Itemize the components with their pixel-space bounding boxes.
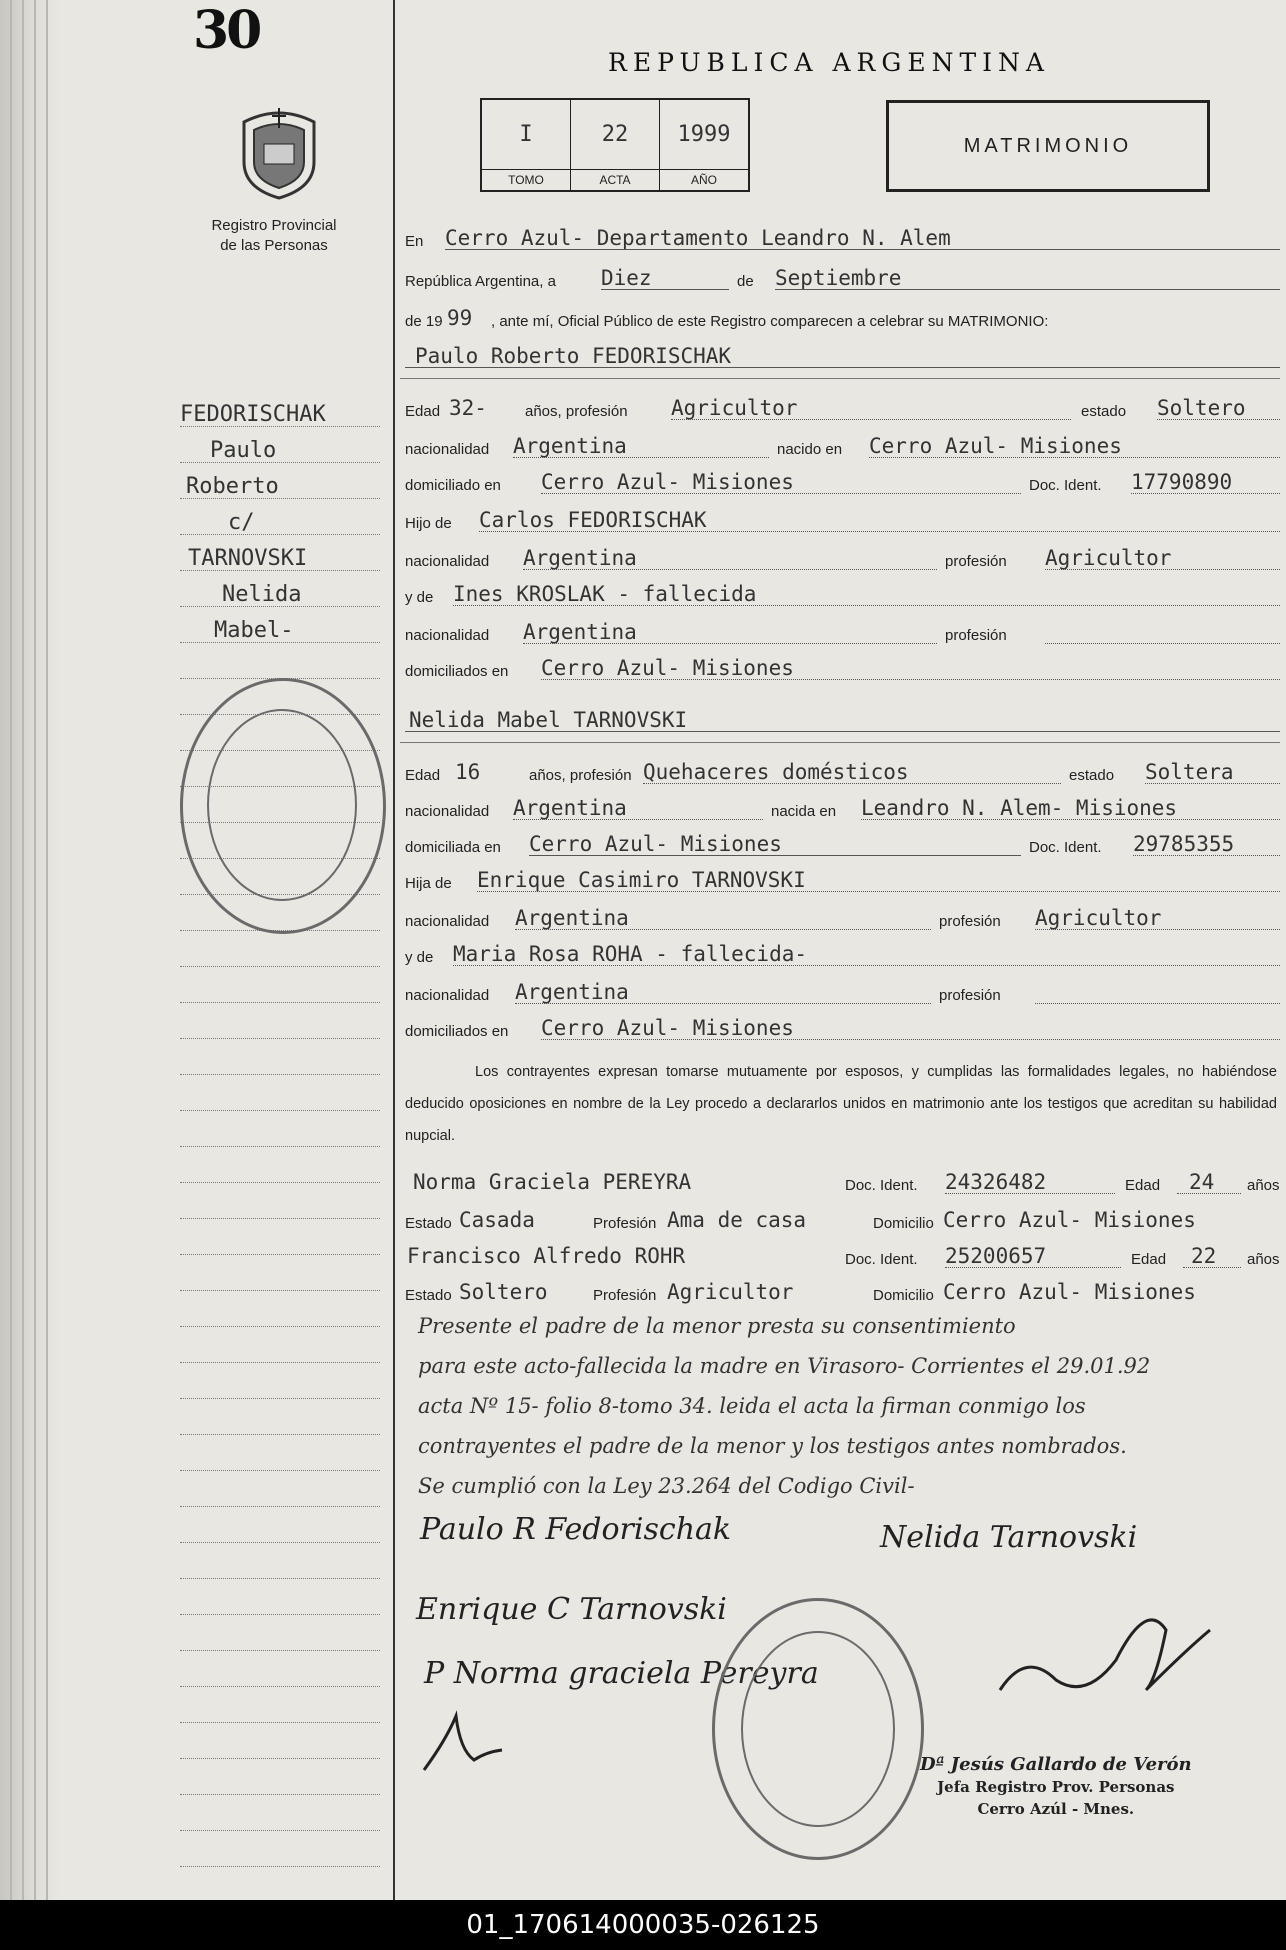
- groom-father-nationality: Argentina: [523, 546, 637, 570]
- margin-rule: [180, 1578, 380, 1579]
- witness2-name: Francisco Alfredo ROHR: [407, 1244, 686, 1268]
- signature-witness1: P Norma graciela Pereyra: [424, 1656, 819, 1691]
- groom-parents-domicile-row: domiciliados en Cerro Azul- Misiones: [405, 652, 1280, 684]
- intro-date-row: República Argentina, a Diez de Septiembre: [405, 262, 1280, 294]
- bride-name: Nelida Mabel TARNOVSKI: [409, 708, 688, 732]
- registry-seal-stamp: [180, 678, 386, 934]
- witness1-profession: Ama de casa: [667, 1208, 807, 1232]
- groom-domicile-row: domiciliado en Cerro Azul- Misiones Doc. Ident. 17790890: [405, 466, 1280, 498]
- groom-mother-nationality: Argentina: [523, 620, 637, 644]
- country-heading: REPUBLICA ARGENTINA: [608, 48, 1050, 77]
- handwritten-notes: [418, 1306, 1278, 1506]
- witness1-name: Norma Graciela PEREYRA: [413, 1170, 692, 1194]
- bride-age-row: Edad 16 años, profesión Quehaceres domésticos estado Soltera: [405, 756, 1280, 788]
- margin-rule: [180, 498, 380, 499]
- groom-nationality-row: nacionalidad Argentina nacido en Cerro Azul- Misiones: [405, 430, 1280, 462]
- margin-rule: [180, 1650, 380, 1651]
- margin-rule: [180, 1182, 380, 1183]
- groom-mother: Ines KROSLAK - fallecida: [453, 582, 757, 606]
- intro-place-row: En Cerro Azul- Departamento Leandro N. Alem: [405, 222, 1280, 254]
- witness1-domicile: Cerro Azul- Misiones: [943, 1208, 1196, 1232]
- bride-mother: Maria Rosa ROHA - fallecida-: [453, 942, 808, 966]
- margin-rule: [180, 1470, 380, 1471]
- signature-witness2-mark: [416, 1710, 506, 1780]
- margin-rule: [180, 1362, 380, 1363]
- witness2-profession: Agricultor: [667, 1280, 794, 1304]
- groom-father-nat-row: nacionalidad Argentina profesión Agricultor: [405, 542, 1280, 574]
- margin-rule: [180, 1542, 380, 1543]
- margin-name: Roberto: [186, 474, 279, 499]
- bride-profession: Quehaceres domésticos: [643, 760, 909, 784]
- groom-birthplace: Cerro Azul- Misiones: [869, 434, 1122, 458]
- bride-age: 16: [455, 760, 481, 784]
- signature-bride: Nelida Tarnovski: [880, 1520, 1138, 1555]
- bride-doc: 29785355: [1133, 832, 1235, 856]
- groom-father-profession: Agricultor: [1045, 546, 1172, 570]
- margin-rule: [180, 1614, 380, 1615]
- book-page-edges: [0, 0, 60, 1900]
- intro-year-row: de 19 99 , ante mí, Oficial Público de este Registro comparecen a celebrar su MATRIMONIO:: [405, 306, 1049, 330]
- note-line: para este acto-fallecida la madre en Virasoro- Corrientes el 29.01.92: [418, 1354, 1151, 1378]
- groom-age: 32-: [449, 396, 487, 420]
- bride-mother-nationality: Argentina: [515, 980, 629, 1004]
- margin-rule: [180, 1074, 380, 1075]
- bride-parents-domicile-row: domiciliados en Cerro Azul- Misiones: [405, 1012, 1280, 1044]
- witness1-row: Norma Graciela PEREYRA Doc. Ident. 24326482 Edad 24 años: [413, 1170, 1280, 1194]
- tomo-value: I: [482, 100, 571, 169]
- groom-estado: Soltero: [1157, 396, 1246, 420]
- witness1-age: 24: [1189, 1170, 1215, 1194]
- bride-father-profession: Agricultor: [1035, 906, 1162, 930]
- margin-name: Mabel-: [214, 618, 294, 643]
- registry-name-line2: de las Personas: [220, 237, 328, 254]
- margin-rule: [180, 1002, 380, 1003]
- place-value: Cerro Azul- Departamento Leandro N. Alem: [445, 226, 951, 250]
- witness2-doc: 25200657: [945, 1244, 1047, 1268]
- margin-name: TARNOVSKI: [188, 546, 308, 571]
- witness2-domicile: Cerro Azul- Misiones: [943, 1280, 1196, 1304]
- groom-name: Paulo Roberto FEDORISCHAK: [415, 344, 732, 368]
- section-separator: [400, 378, 1280, 379]
- tomo-label: TOMO: [482, 170, 571, 190]
- margin-rule: [180, 570, 380, 571]
- ano-value: 1999: [677, 122, 731, 147]
- groom-parents-domicile: Cerro Azul- Misiones: [541, 656, 794, 680]
- margin-rule: [180, 462, 380, 463]
- bride-domicile: Cerro Azul- Misiones: [529, 832, 782, 856]
- note-line: acta Nº 15- folio 8-tomo 34. leida el acta la firman conmigo los: [418, 1394, 1086, 1418]
- declaration-text: Los contrayentes expresan tomarse mutuamente por esposos, y cumplidas las formalidades legales, no habiéndose deducido oposiciones en nombre de la Ley procedo a declararlos unidos en matrimonio ante los testigos que acreditan su habilidad nupcial.: [405, 1064, 1277, 1144]
- margin-rule: [180, 1686, 380, 1687]
- bride-birthplace: Leandro N. Alem- Misiones: [861, 796, 1178, 820]
- margin-rule: [180, 1794, 380, 1795]
- groom-doc: 17790890: [1131, 470, 1233, 494]
- margin-rule: [180, 1110, 380, 1111]
- margin-rule: [180, 1434, 380, 1435]
- groom-domicile: Cerro Azul- Misiones: [541, 470, 794, 494]
- province-crest-icon: [236, 100, 322, 200]
- note-line: contrayentes el padre de la menor y los testigos antes nombrados.: [418, 1434, 1127, 1458]
- ano-label: AÑO: [690, 173, 717, 187]
- section-separator: [400, 742, 1280, 743]
- margin-rule: [180, 1398, 380, 1399]
- record-type-box: MATRIMONIO: [886, 100, 1210, 192]
- margin-rule: [180, 1758, 380, 1759]
- officer-title: Jefa Registro Prov. Personas: [937, 1778, 1175, 1796]
- groom-name-row: [405, 340, 1280, 372]
- margin-rule: [180, 1722, 380, 1723]
- witness2-row: Francisco Alfredo ROHR Doc. Ident. 25200657 Edad 22 años: [407, 1244, 1280, 1268]
- margin-rule: [180, 426, 380, 427]
- margin-rule: [180, 1254, 380, 1255]
- margin-rule: [180, 1218, 380, 1219]
- acta-value: 22: [571, 100, 660, 169]
- registry-name: [168, 216, 380, 256]
- witness1-doc: 24326482: [945, 1170, 1047, 1194]
- bride-father-nat-row: nacionalidad Argentina profesión Agricultor: [405, 902, 1280, 934]
- bride-parents-domicile: Cerro Azul- Misiones: [541, 1016, 794, 1040]
- groom-nationality: Argentina: [513, 434, 627, 458]
- note-line: Presente el padre de la menor presta su consentimiento: [418, 1314, 1016, 1338]
- officer-stamp: [920, 1754, 1192, 1820]
- bride-mother-row: y de Maria Rosa ROHA - fallecida-: [405, 938, 1280, 970]
- margin-name: Paulo: [210, 438, 277, 463]
- margin-name: Nelida: [222, 582, 302, 607]
- groom-age-row: Edad 32- años, profesión Agricultor estado Soltero: [405, 392, 1280, 424]
- bride-name-row: [405, 704, 1280, 736]
- margin-rule: [180, 1038, 380, 1039]
- signature-groom: Paulo R Fedorischak: [420, 1512, 732, 1547]
- witness2-estado: Soltero: [459, 1280, 548, 1304]
- signature-officer-mark: [996, 1590, 1216, 1720]
- note-line: Se cumplió con la Ley 23.264 del Codigo Civil-: [418, 1474, 915, 1498]
- margin-rule: [180, 1866, 380, 1867]
- margin-rule: [180, 1290, 380, 1291]
- margin-name: c/: [228, 510, 255, 535]
- bride-mother-nat-row: nacionalidad Argentina profesión: [405, 976, 1280, 1008]
- bride-domicile-row: domiciliada en Cerro Azul- Misiones Doc. Ident. 29785355: [405, 828, 1280, 860]
- groom-mother-row: y de Ines KROSLAK - fallecida: [405, 578, 1280, 610]
- column-divider: [393, 0, 395, 1900]
- groom-profession: Agricultor: [671, 396, 798, 420]
- bride-father: Enrique Casimiro TARNOVSKI: [477, 868, 806, 892]
- groom-father: Carlos FEDORISCHAK: [479, 508, 707, 532]
- witness2-age: 22: [1191, 1244, 1217, 1268]
- image-caption: 01_170614000035-026125: [0, 1900, 1286, 1950]
- margin-rule: [180, 606, 380, 607]
- bride-father-nationality: Argentina: [515, 906, 629, 930]
- witness2-details-row: Estado Soltero Profesión Agricultor Domicilio Cerro Azul- Misiones: [405, 1280, 1196, 1304]
- groom-father-row: Hijo de Carlos FEDORISCHAK: [405, 504, 1280, 536]
- witness1-estado: Casada: [459, 1208, 535, 1232]
- officer-name: Dª Jesús Gallardo de Verón: [920, 1754, 1192, 1775]
- day-value: Diez: [601, 266, 652, 290]
- bride-nationality-row: nacionalidad Argentina nacida en Leandro N. Alem- Misiones: [405, 792, 1280, 824]
- margin-rule: [180, 1830, 380, 1831]
- bride-father-row: Hija de Enrique Casimiro TARNOVSKI: [405, 864, 1280, 896]
- record-reference-box: [480, 98, 750, 192]
- margin-rule: [180, 1506, 380, 1507]
- month-value: Septiembre: [775, 266, 902, 290]
- groom-mother-nat-row: nacionalidad Argentina profesión: [405, 616, 1280, 648]
- margin-rule: [180, 642, 380, 643]
- margin-rule: [180, 1326, 380, 1327]
- margin-rule: [180, 966, 380, 967]
- bride-nationality: Argentina: [513, 796, 627, 820]
- margin-name: FEDORISCHAK: [180, 402, 326, 427]
- registry-name-line1: Registro Provincial: [211, 217, 337, 234]
- acta-label: ACTA: [571, 170, 660, 190]
- signature-bride-father: Enrique C Tarnovski: [416, 1592, 727, 1627]
- officer-place: Cerro Azúl - Mnes.: [977, 1800, 1135, 1818]
- bride-estado: Soltera: [1145, 760, 1234, 784]
- margin-rule: [180, 534, 380, 535]
- witness1-details-row: Estado Casada Profesión Ama de casa Domicilio Cerro Azul- Misiones: [405, 1208, 1196, 1232]
- margin-rule: [180, 1146, 380, 1147]
- registry-seal-stamp: [712, 1598, 924, 1860]
- year-value: 99: [447, 306, 473, 330]
- page-number: 30: [193, 0, 260, 61]
